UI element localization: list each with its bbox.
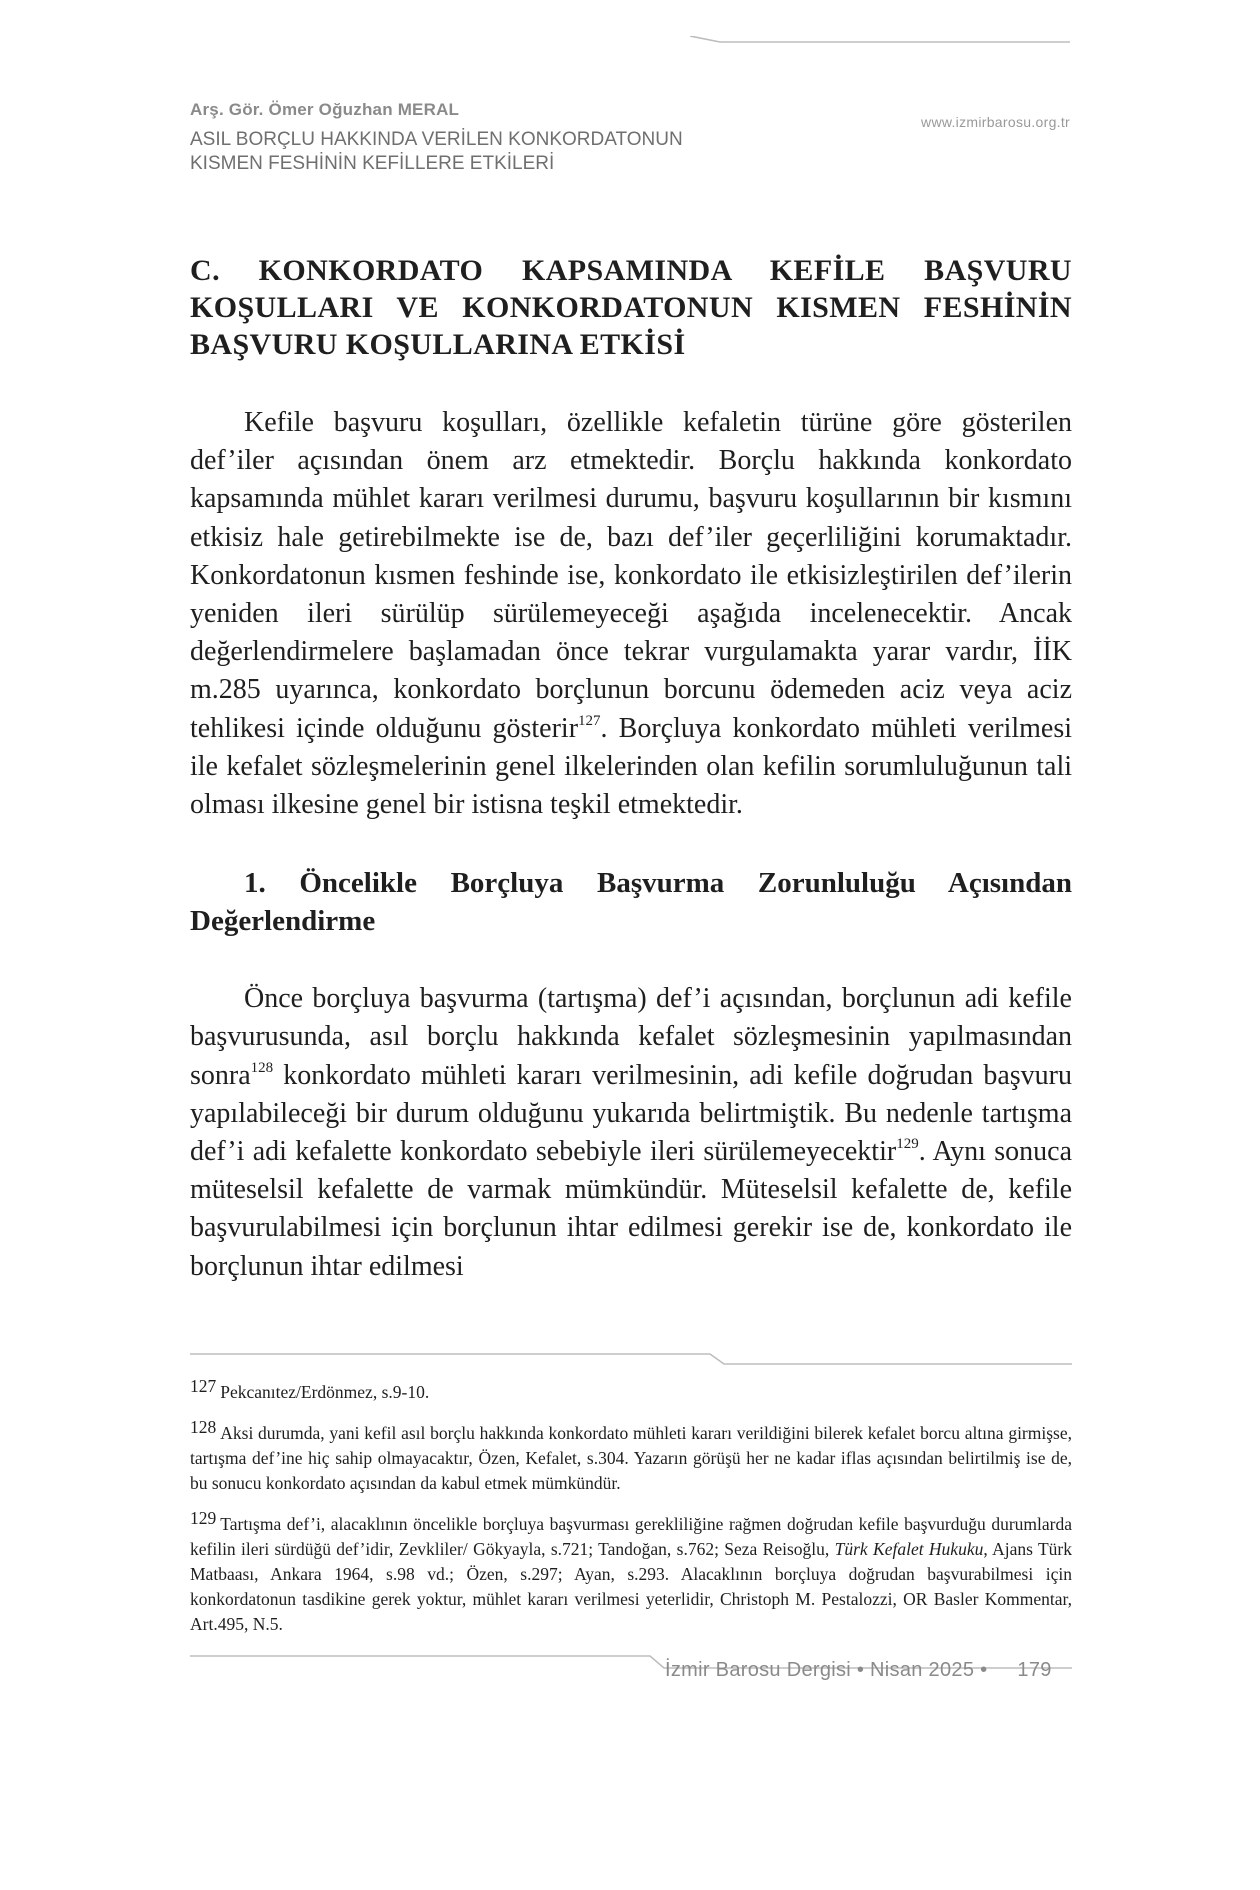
footnote-number: 129 (190, 1508, 217, 1528)
footnote-number: 127 (190, 1376, 217, 1396)
page-footer (665, 1659, 1052, 1682)
page-body (190, 252, 1072, 1286)
paragraph-2-text-b: konkordato mühleti kararı verilmesinin, adi kefile doğrudan başvuru yapılabileceği bir durum olduğunu yukarıda belirtmiştik. Bu nedenle tartışma def’i adi kefalette konkordato sebebiyle ileri sürülemeyecektir (190, 1059, 1072, 1168)
author-name: Arş. Gör. Ömer Oğuzhan MERAL (190, 100, 460, 119)
footnote-text: Aksi durumda, yani kefil asıl borçlu hakkında konkordato mühleti kararı verildiğini bilerek kefalet borcu altına girmişse, tartışma def’ine hiç sahip olmayacaktır, Özen, Kefalet, s.304. Yazarın görüşü her ne kadar iflas açısından belirtilmiş ise de, bu sonucu konkordato açısından da kabul etmek mümkündür. (190, 1423, 1072, 1493)
footnote-number: 128 (190, 1417, 217, 1437)
footnote-127 (190, 1376, 1072, 1405)
running-title-line-1: ASIL BORÇLU HAKKINDA VERİLEN KONKORDATONUN (190, 129, 683, 150)
paragraph-1-text: Kefile başvuru koşulları, özellikle kefaletin türüne göre gösterilen def’iler açısından önem arz etmektedir. Borçlu hakkında konkordato kapsamında mühlet kararı verilmesi durumu, başvuru koşullarının bir kısmını etkisiz hale getirebilmekte ise de, bazı def’iler geçerliliğini korumaktadır. Konkordatonun kısmen feshinde ise, konkordato ile etkisizleştirilen def’ilerin yeniden ileri sürülüp sürülemeyeceği aşağıda incelenecektir. Ancak değerlendirmelere başlamadan önce tekrar vurgulamakta yarar vardır, İİK m.285 uyarınca, konkordato borçlunun borcunu ödemeden aciz veya aciz tehlikesi içinde olduğunu gösterir (190, 407, 1072, 744)
page-header (190, 100, 1070, 190)
running-title-line-2: KISMEN FESHİNİN KEFİLLERE ETKİLERİ (190, 153, 555, 174)
footnote-128 (190, 1417, 1072, 1496)
footnote-text: Pekcanıtez/Erdönmez, s.9-10. (220, 1382, 430, 1402)
footnote-text: Tartışma def’i, alacaklının öncelikle borçluya başvurması gerekliliğine rağmen doğrudan kefile başvurduğu durumlarda kefilin ileri sürdüğü def’idir, Zevkliler/ Gökyayla, s.721; Tandoğan, s.762; Seza Reisoğlu, (190, 1514, 1072, 1559)
footnote-ref-128: 128 (250, 1059, 274, 1076)
site-url: www.izmirbarosu.org.tr (921, 114, 1070, 130)
paragraph-2-text-c: . Aynı sonuca müteselsil kefalette de varmak mümkündür. Müteselsil kefalette de, kefile başvurulabilmesi için borçlunun ihtar edilmesi gerekir ise de, konkordato ile borçlunun ihtar edilmesi (190, 1136, 1073, 1282)
footnote-ref-129: 129 (896, 1136, 919, 1153)
header-rule (690, 36, 1070, 44)
paragraph-1-end: . Borçluya konkordato mühleti verilmesi ile kefalet sözleşmelerinin genel ilkelerinden olan kefilin sorumluluğunun tali olması ilkesine genel bir istisna teşkil etmektedir. (190, 712, 1073, 821)
paragraph-1 (190, 404, 1072, 824)
running-title (190, 128, 683, 176)
journal-name: İzmir Barosu Dergisi • Nisan 2025 • (665, 1659, 988, 1681)
subsection-heading: 1. Öncelikle Borçluya Başvurma Zorunluluğu Açısından Değerlendirme (190, 867, 1072, 938)
footnote-book-title: Türk Kefalet Hukuku (834, 1539, 984, 1559)
section-heading: C. KONKORDATO KAPSAMINDA KEFİLE BAŞVURU KOŞULLARI VE KONKORDATONUN KISMEN FESHİNİN BAŞVURU KOŞULLARINA ETKİSİ (190, 254, 1072, 361)
footnote-129 (190, 1508, 1072, 1637)
page-number: 179 (1017, 1659, 1052, 1681)
footnote-ref-127: 127 (578, 712, 601, 729)
footnote-rule (190, 1352, 1072, 1366)
paragraph-2-text-a: Önce borçluya başvurma (tartışma) def’i açısından, borçlunun adi kefile başvurusunda, asıl borçlu hakkında kefalet sözleşmesinin yapılmasından sonra (190, 983, 1072, 1091)
footnotes (190, 1376, 1072, 1637)
footnote-text-continued: , Ajans Türk Matbaası, Ankara 1964, s.98 vd.; Özen, s.297; Ayan, s.293. Alacaklının borçluya doğrudan başvurabilmesi için konkordatonun tasdikine gerek yoktur, mühlet kararı verilmesi yeterlidir, Christoph M. Pestalozzi, OR Basler Kommentar, Art.495, N.5. (190, 1539, 1072, 1634)
paragraph-2 (190, 980, 1072, 1286)
